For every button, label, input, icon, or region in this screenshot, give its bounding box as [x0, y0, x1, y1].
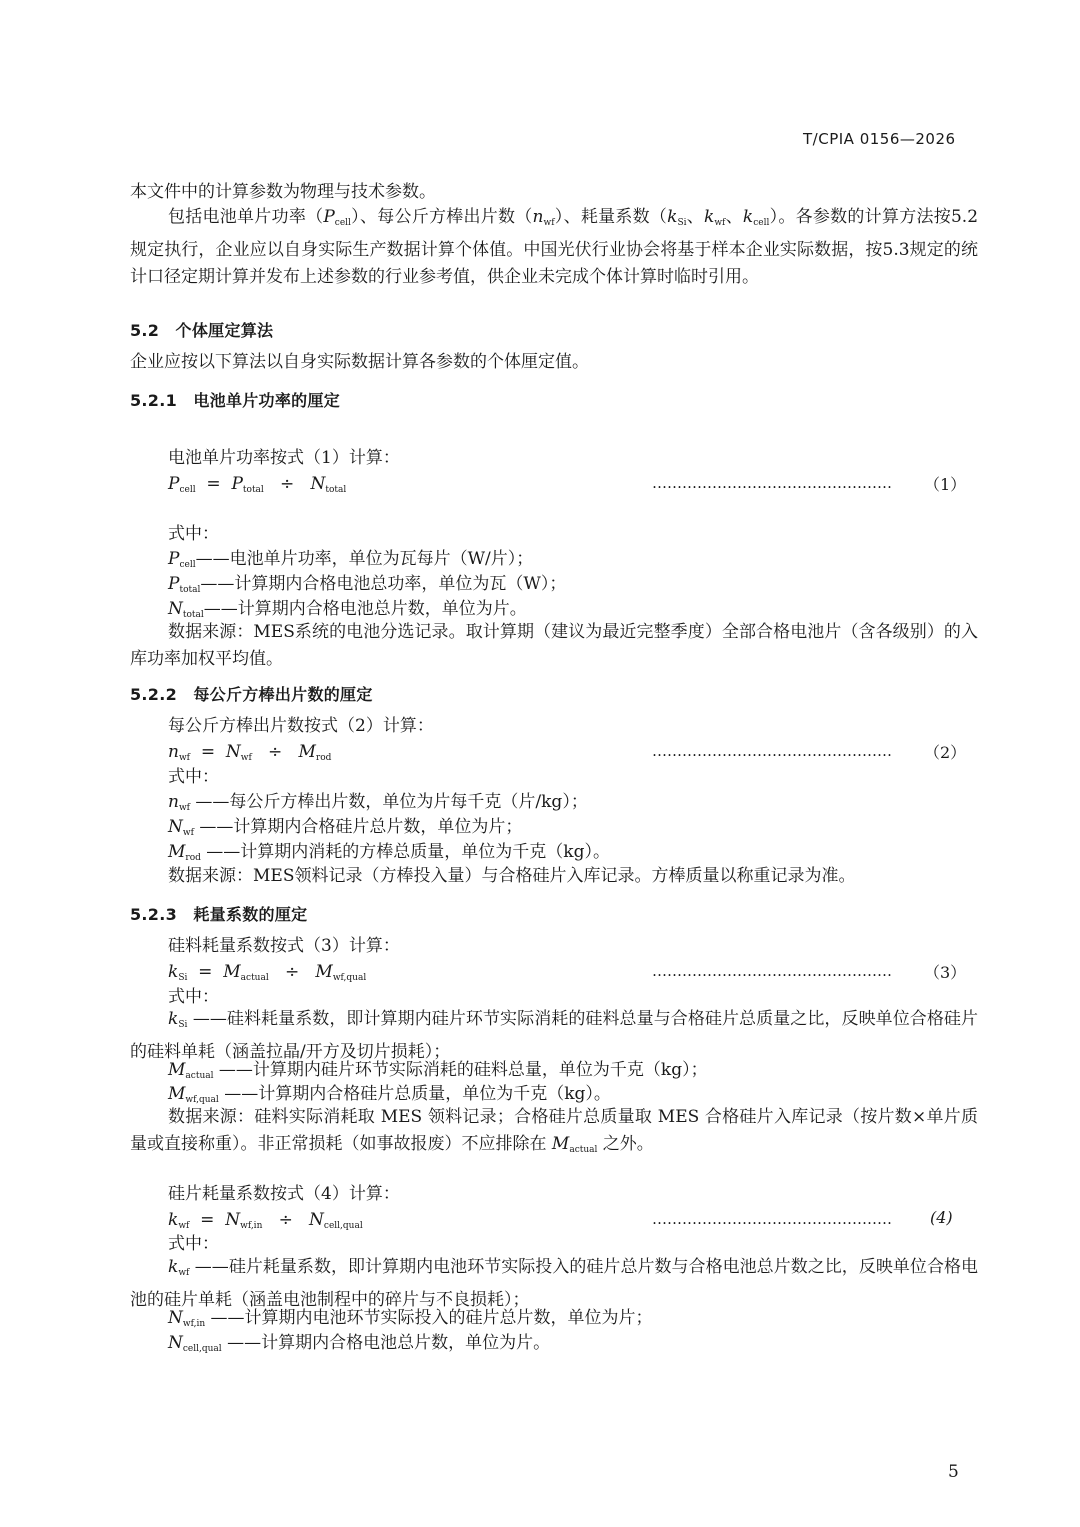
where-label-2: 式中： [168, 767, 219, 787]
definition-k-wf: $k_{wf}$ ——硅片耗量系数，即计算期内电池环节实际投入的硅片总片数与合格电池总片数之比，反映单位合格电池的硅片单耗（涵盖电池制程中的碎片与不良损耗）； [130, 1257, 978, 1310]
page-number: 5 [948, 1462, 959, 1482]
data-source-5-2-3: 数据来源：硅料实际消耗取 MES 领料记录；合格硅片总质量取 MES 合格硅片入库记录（按片数×单片质量或直接称重）。非正常损耗（如事故报废）不应排除在 $M_{actual}$ 之外。 [130, 1107, 978, 1155]
intro-paragraph-2: 包括电池单片功率$(P_{cell})$、每公斤方棒出片数$(n_{wf})$、耗量系数（$k_{Si}$、$k_{wf}$、$k_{cell}$）。各参数的计算方法按5.2规定执行，企业应以自身实际生产数据计算个体值。中国光伏行业协会将基于样本企业实际数据，按5.3规定的统计口径定期计算并发布上述参数的行业参考值，供企业未完成个体计算时临时引用。 [130, 207, 979, 287]
formula-1-leader: ………………………………………… [652, 474, 892, 492]
data-source-5-2-2: 数据来源：MES领料记录（方棒投入量）与合格硅片入库记录。方棒质量以称重记录为准。 [168, 866, 856, 886]
formula-3-leader: ………………………………………… [652, 962, 892, 980]
formula-3-number: （3） [924, 963, 967, 982]
section-5-2-1-heading: 5.2.1 电池单片功率的厘定 [130, 391, 341, 410]
formula-4-number: (4) [930, 1208, 953, 1227]
section-5-2-text: 企业应按以下算法以自身实际数据计算各参数的个体厘定值。 [130, 352, 589, 372]
formula-2-number: （2） [924, 743, 967, 762]
formula-4-leader: ………………………………………… [652, 1210, 892, 1228]
section-5-2-3-heading: 5.2.3 耗量系数的厘定 [130, 905, 308, 924]
definition-k-si: $k_{Si}$ ——硅料耗量系数，即计算期内硅片环节实际消耗的硅料总量与合格硅片总质量之比，反映单位合格硅片的硅料单耗（涵盖拉晶/开方及切片损耗）； [130, 1009, 978, 1062]
section-5-2-2-heading: 5.2.2 每公斤方棒出片数的厘定 [130, 685, 373, 704]
formula-4: $k_{wf} = N_{wf,in}$ ÷ $N_{cell,qual}$ [168, 1210, 363, 1231]
formula-1-number: （1） [924, 475, 967, 494]
formula-1: $P_{cell} = P_{total}$ ÷ $N_{total}$ [168, 474, 347, 495]
definition-n-cell-qual: $N_{cell,qual}$ ——计算期内合格电池总片数，单位为片。 [168, 1333, 551, 1354]
formula-3-lead: 硅料耗量系数按式（3）计算： [168, 936, 400, 956]
definition-p-cell: $P_{cell}——$电池单片功率，单位为瓦每片（W/片）； [168, 549, 534, 570]
formula-1-lead: 电池单片功率按式（1）计算： [168, 448, 400, 468]
where-label-3: 式中： [168, 987, 219, 1007]
formula-2: $n_{wf} = N_{wf}$ ÷ $M_{rod}$ [168, 742, 332, 763]
definition-n-total: $N_{total}——$计算期内合格电池总片数，单位为片。 [168, 599, 527, 620]
formula-3: $k_{Si} = M_{actual}$ ÷ $M_{wf,qual}$ [168, 962, 367, 983]
definition-n-wf: $n_{wf}$ ——每公斤方棒出片数，单位为片每千克（片/kg）； [168, 792, 588, 813]
where-label-1: 式中： [168, 524, 219, 544]
section-5-2-heading: 5.2 个体厘定算法 [130, 321, 274, 340]
formula-4-lead: 硅片耗量系数按式（4）计算： [168, 1184, 400, 1204]
document-number: T/CPIA 0156—2026 [803, 130, 956, 148]
data-source-5-2-1: 数据来源：MES系统的电池分选记录。取计算期（建议为最近完整季度）全部合格电池片（含各级别）的入库功率加权平均值。 [130, 622, 978, 669]
definition-p-total: $P_{total}——$计算期内合格电池总功率，单位为瓦（W）； [168, 574, 567, 595]
definition-cap-n-wf: $N_{wf}$ ——计算期内合格硅片总片数，单位为片； [168, 817, 523, 838]
formula-2-leader: ………………………………………… [652, 742, 892, 760]
definition-n-wf-in: $N_{wf,in}$ ——计算期内电池环节实际投入的硅片总片数，单位为片； [168, 1308, 653, 1329]
formula-2-lead: 每公斤方棒出片数按式（2）计算： [168, 716, 434, 736]
definition-m-actual: $M_{actual}$ ——计算期内硅片环节实际消耗的硅料总量，单位为千克（kg）； [168, 1060, 708, 1081]
definition-m-wf-qual: $M_{wf,qual}$ ——计算期内合格硅片总质量，单位为千克（kg）。 [168, 1084, 611, 1105]
intro-paragraph-1: 本文件中的计算参数为物理与技术参数。 [130, 182, 436, 202]
definition-m-rod: $M_{rod}$ ——计算期内消耗的方棒总质量，单位为千克（kg）。 [168, 842, 610, 863]
where-label-4: 式中： [168, 1234, 219, 1254]
